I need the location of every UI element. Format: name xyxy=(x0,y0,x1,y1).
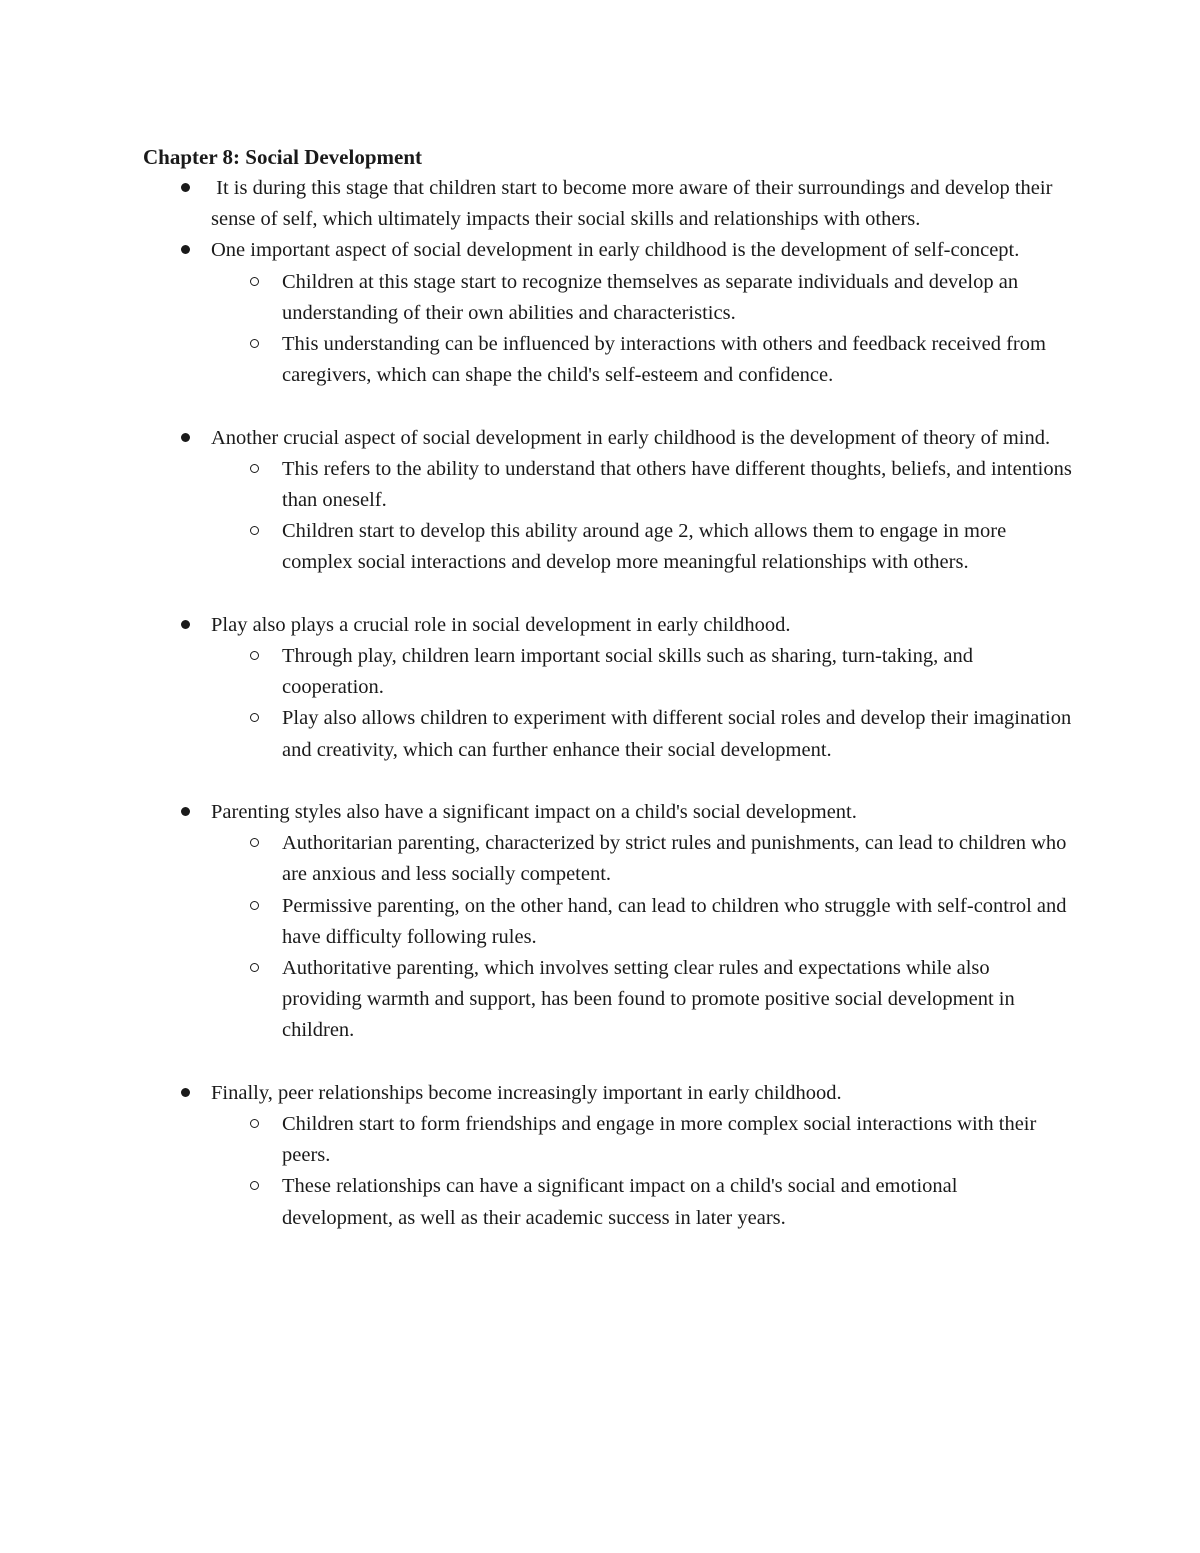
list-item-text: It is during this stage that children start to become more aware of their surroundings and develop their sense of self, which ultimately impacts their social skills and relationships with others. xyxy=(211,177,1058,231)
sub-list-item-text: Permissive parenting, on the other hand, can lead to children who struggle with self-control and have difficulty following rules. xyxy=(282,894,1067,948)
circle-bullet-icon xyxy=(250,526,259,535)
bullet-icon xyxy=(181,245,190,254)
sub-list-item-text: Children start to develop this ability around age 2, which allows them to engage in more complex social interactions and develop more meaningful relationships with others. xyxy=(282,520,1007,574)
list-item xyxy=(143,173,1073,235)
sub-list-item-text: Through play, children learn important social skills such as sharing, turn-taking, and cooperation. xyxy=(282,645,973,699)
sub-list-item xyxy=(211,1171,1073,1233)
sub-list-item xyxy=(211,641,1073,703)
list-item-text: Play also plays a crucial role in social development in early childhood. xyxy=(211,613,791,636)
list-item-text: One important aspect of social development in early childhood is the development of self-concept. xyxy=(211,239,1020,262)
bullet-icon xyxy=(181,183,190,192)
sub-list xyxy=(211,641,1073,766)
sub-list-item-text: This understanding can be influenced by interactions with others and feedback received from caregivers, which can shape the child's self-esteem and confidence. xyxy=(282,333,1046,387)
document-body xyxy=(143,173,1073,1234)
sub-list-item xyxy=(211,329,1073,391)
sub-list-item-text: Authoritarian parenting, characterized by strict rules and punishments, can lead to children who are anxious and less socially competent. xyxy=(282,832,1067,886)
sub-list xyxy=(211,1109,1073,1234)
sub-list-item xyxy=(211,703,1073,765)
circle-bullet-icon xyxy=(250,963,259,972)
list-item-text: Another crucial aspect of social development in early childhood is the development of theory of mind. xyxy=(211,426,1051,449)
list-item xyxy=(143,610,1073,766)
list-item-text: Parenting styles also have a significant impact on a child's social development. xyxy=(211,801,857,824)
bullet-icon xyxy=(181,1088,190,1097)
bullet-icon xyxy=(181,620,190,629)
sub-list xyxy=(211,828,1073,1046)
bullet-icon xyxy=(181,807,190,816)
circle-bullet-icon xyxy=(250,838,259,847)
circle-bullet-icon xyxy=(250,901,259,910)
list-item xyxy=(143,797,1073,1047)
sub-list-item-text: These relationships can have a significant impact on a child's social and emotional development, as well as their academic success in later years. xyxy=(282,1175,958,1229)
sub-list-item xyxy=(211,953,1073,1047)
sub-list-item xyxy=(211,267,1073,329)
sub-list-item-text: Children start to form friendships and engage in more complex social interactions with their peers. xyxy=(282,1113,1037,1167)
sub-list-item-text: Children at this stage start to recognize themselves as separate individuals and develop an understanding of their own abilities and characteristics. xyxy=(282,270,1019,324)
circle-bullet-icon xyxy=(250,464,259,473)
list-item xyxy=(143,1078,1073,1234)
list-item xyxy=(143,423,1073,579)
circle-bullet-icon xyxy=(250,1119,259,1128)
sub-list-item xyxy=(211,454,1073,516)
circle-bullet-icon xyxy=(250,651,259,660)
sub-list xyxy=(211,267,1073,392)
bullet-icon xyxy=(181,433,190,442)
sub-list-item-text: Play also allows children to experiment with different social roles and develop their imagination and creativity, which can further enhance their social development. xyxy=(282,707,1072,761)
sub-list-item xyxy=(211,828,1073,890)
sub-list-item-text: This refers to the ability to understand that others have different thoughts, beliefs, and intentions than oneself. xyxy=(282,457,1072,512)
list-item-text: Finally, peer relationships become increasingly important in early childhood. xyxy=(211,1081,842,1104)
sub-list-item-text: Authoritative parenting, which involves setting clear rules and expectations while also providing warmth and support, has been found to promote positive social development in children. xyxy=(282,957,1015,1042)
circle-bullet-icon xyxy=(250,277,259,286)
sub-list-item xyxy=(211,516,1073,578)
page-title: Chapter 8: Social Development xyxy=(143,145,422,169)
sub-list-item xyxy=(211,1109,1073,1171)
circle-bullet-icon xyxy=(250,713,259,722)
bullet-list xyxy=(143,173,1073,1234)
circle-bullet-icon xyxy=(250,1181,259,1190)
list-item xyxy=(143,235,1073,391)
circle-bullet-icon xyxy=(250,339,259,348)
sub-list-item xyxy=(211,891,1073,953)
sub-list xyxy=(211,454,1073,579)
